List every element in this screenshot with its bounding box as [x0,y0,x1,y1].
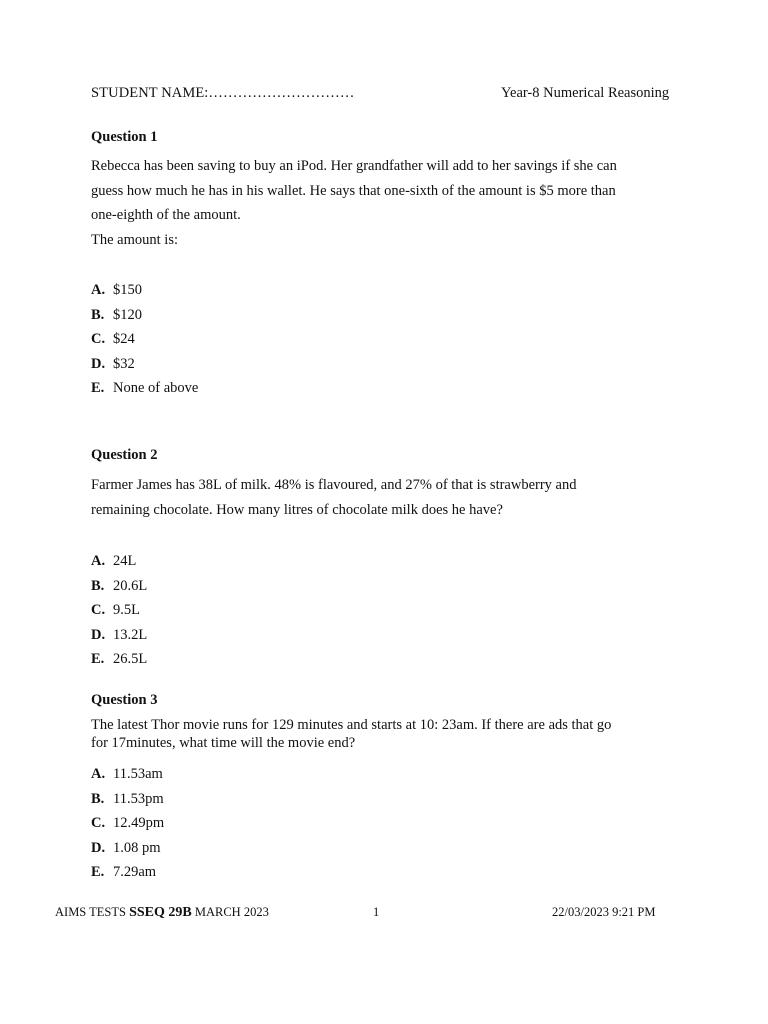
footer-timestamp: 22/03/2023 9:21 PM [552,905,656,919]
question-text-line: remaining chocolate. How many litres of chocolate milk does he have? [91,501,503,518]
option-letter: D. [91,626,106,643]
option-text: $24 [113,331,135,347]
question-1 [91,128,681,401]
question-2 [91,446,681,672]
option-e[interactable] [91,860,681,885]
option-text: 11.53pm [113,790,164,807]
question-title: Question 1 [91,129,158,145]
option-letter: A. [91,553,106,569]
question-text [91,717,681,752]
question-text-line: Farmer James has 38L of milk. 48% is flavoured, and 27% of that is strawberry and [91,477,577,493]
option-letter: B. [91,306,105,323]
option-a[interactable] [91,549,681,574]
option-a[interactable] [91,762,681,787]
option-text: $120 [113,306,142,323]
option-text: 1.08 pm [113,839,161,856]
option-text: $32 [113,355,135,372]
option-d[interactable] [91,352,681,377]
option-text: 20.6L [113,577,148,594]
answer-options [91,278,681,401]
option-letter: C. [91,602,106,618]
footer-code: SSEQ 29B [129,905,192,920]
option-c[interactable] [91,598,681,623]
question-3 [91,691,681,885]
question-text-line: guess how much he has in his wallet. He says that one-sixth of the amount is $5 more than [91,182,616,199]
option-letter: E. [91,380,105,396]
option-text: None of above [113,380,199,396]
option-e[interactable] [91,647,681,672]
option-text: 7.29am [113,864,157,880]
option-letter: C. [91,815,106,831]
question-title: Question 3 [91,692,158,708]
option-letter: E. [91,864,105,880]
option-text: 13.2L [113,626,148,643]
footer-prefix: AIMS TESTS [55,905,126,919]
subject-title: Year-8 Numerical Reasoning [501,85,670,101]
option-a[interactable] [91,278,681,303]
option-text: 24L [113,553,137,569]
option-letter: D. [91,355,106,372]
question-text-line: The latest Thor movie runs for 129 minutes and starts at 10: 23am. If there are ads that go [91,717,612,733]
option-b[interactable] [91,303,681,328]
option-letter: A. [91,766,106,782]
answer-options [91,762,681,885]
footer-test-id [55,905,269,921]
question-text-line: for 17minutes, what time will the movie end? [91,734,356,751]
question-text-line: Rebecca has been saving to buy an iPod. Her grandfather will add to her savings if she can [91,158,617,174]
option-letter: E. [91,651,105,667]
option-c[interactable] [91,327,681,352]
option-letter: C. [91,331,106,347]
option-b[interactable] [91,787,681,812]
option-text: 9.5L [113,602,140,618]
question-text [91,154,681,252]
option-text: 11.53am [113,766,163,782]
page-number: 1 [373,905,380,919]
option-text: 26.5L [113,651,148,667]
question-text-line: The amount is: [91,231,178,248]
option-d[interactable] [91,623,681,648]
option-letter: B. [91,790,105,807]
option-letter: D. [91,839,106,856]
student-name-field: STUDENT NAME:………………………… [91,85,355,101]
option-letter: B. [91,577,105,594]
question-title: Question 2 [91,447,158,463]
footer-date-label: MARCH 2023 [194,905,269,919]
option-c[interactable] [91,811,681,836]
option-e[interactable] [91,376,681,401]
option-b[interactable] [91,574,681,599]
option-letter: A. [91,282,106,298]
option-text: 12.49pm [113,815,165,831]
question-text [91,473,681,522]
option-d[interactable] [91,836,681,861]
answer-options [91,549,681,672]
option-text: $150 [113,282,142,298]
question-text-line: one-eighth of the amount. [91,207,241,223]
